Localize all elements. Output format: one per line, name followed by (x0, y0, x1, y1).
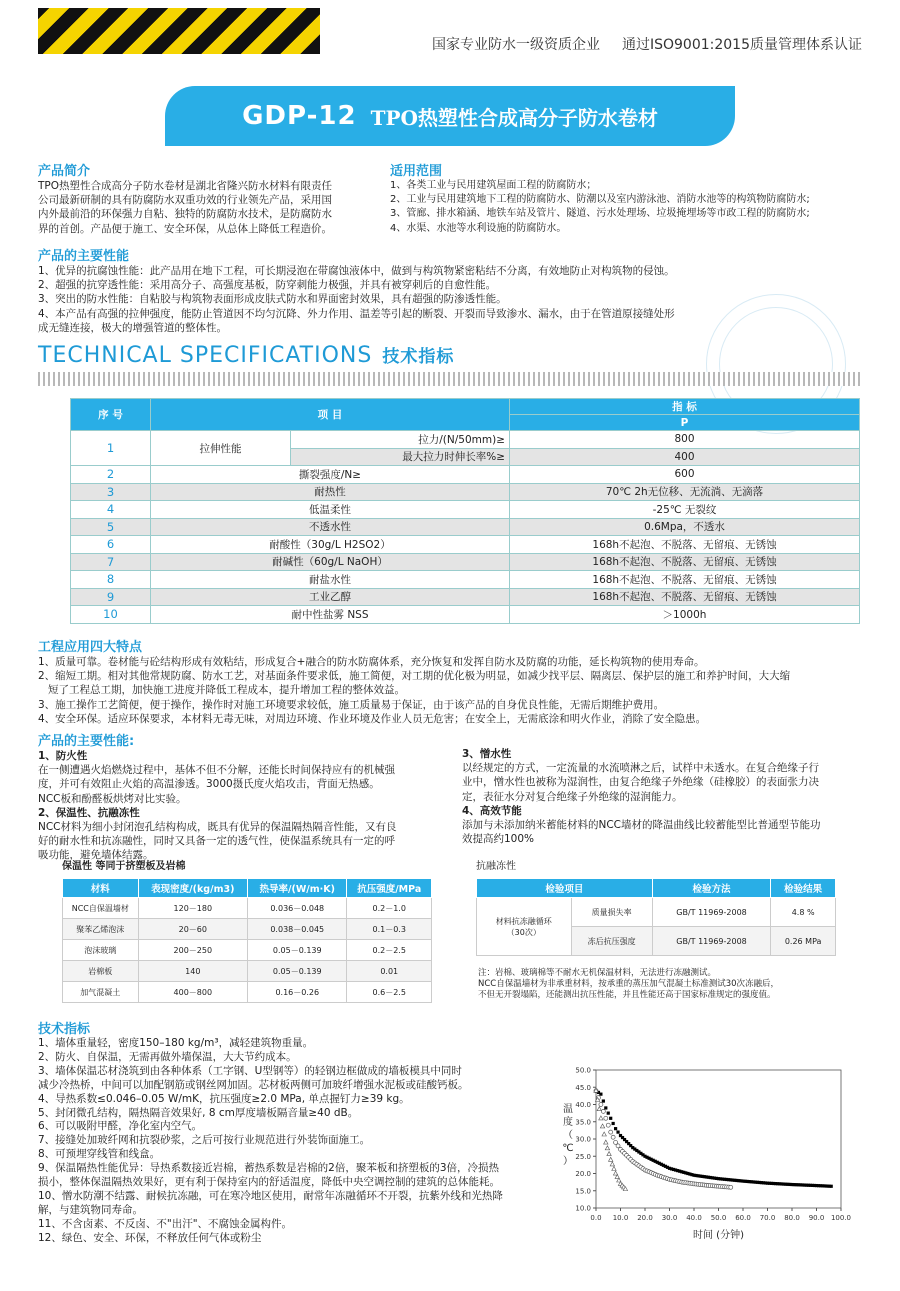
spec-row: 1 拉伸性能 拉力/(N/50mm)≥ 800 (71, 431, 860, 449)
x-tick-label: 30.0 (661, 1214, 678, 1222)
water-text (462, 761, 872, 804)
x-tick-label: 60.0 (735, 1214, 751, 1222)
spec-row: 2 撕裂强度/N≥ 600 (71, 466, 860, 484)
fire-line: 在一侧遭遇火焰燃烧过程中，基体不但不分解，还能长时间保持应有的机械强 (38, 764, 395, 777)
intro-line: 界的首创。产品便于施工、安全环保，从总体上降低工程造价。 (38, 222, 332, 235)
x-tick-label: 40.0 (686, 1214, 702, 1222)
freeze-col: 检验方法 (652, 879, 771, 898)
y-tick-label: 10.0 (575, 1204, 591, 1213)
series-point (609, 1157, 613, 1161)
energy-line: 添加与未添加纳米蓄能材料的NCC墙材的降温曲线比较蓄能型比普通型节能功 (462, 819, 821, 832)
insul-table-caption: 保温性 等同于挤塑板及岩棉 (62, 861, 186, 872)
spec-row: 10 耐中性盐雾 NSS ＞1000h (71, 606, 860, 624)
insul-line: 吸功能，避免墙体结露。 (38, 849, 154, 862)
tech-index-line: 解，与建筑物同寿命。 (38, 1203, 143, 1216)
col-p: P (510, 415, 860, 431)
insul-row: NCC自保温墙材 120－180 0.036－0.048 0.2－1.0 (63, 898, 432, 919)
performance-line: 2、超强的抗穿透性能：采用高分子、高强度基板，防穿刺能力极强，并具有被穿刺后的自愈性能。 (38, 279, 497, 292)
intro-line: 内外最前沿的环保强力自粘、独特的防腐防水技术，是防腐防水 (38, 208, 332, 221)
scope-line: 3、管廊、排水箱涵、地铁车站及管片、隧道、污水处理场、垃圾掩埋场等市政工程的防腐防水; (390, 208, 810, 220)
note-line: 注：岩棉、玻璃棉等不耐水无机保温材料，无法进行冻融测试。 (478, 968, 717, 978)
series-point (605, 1146, 609, 1150)
features-text (38, 655, 868, 726)
tech-index-line: 1、墙体重量轻，密度150–180 kg/m³，减轻建筑物重量。 (38, 1037, 314, 1049)
freeze-note (478, 968, 858, 1001)
note-line: 不但无开裂塌陷，还能测出抗压性能，并且性能还高于国家标准规定的强度值。 (478, 990, 776, 1000)
y-tick-label: 45.0 (575, 1083, 591, 1092)
insul-row: 岩棉板 140 0.05－0.139 0.01 (63, 961, 432, 982)
tech-index-text (38, 1037, 568, 1246)
perf2-right (462, 747, 872, 846)
tech-index-line: 9、保温隔热性能优异：导热系数接近岩棉，蓄热系数是岩棉的2倍，聚苯板和挤塑板的3倍，冷损热 (38, 1162, 500, 1175)
series-point (597, 1107, 601, 1111)
series-point (830, 1185, 833, 1188)
intro-line: TPO热塑性合成高分子防水卷材是湖北省隆兴防水材料有限责任 (38, 180, 333, 192)
insul-title: 2、保温性、抗融冻性 (38, 806, 140, 819)
series-point (604, 1140, 608, 1144)
series-point (607, 1112, 610, 1115)
series-point (599, 1093, 602, 1096)
y-tick-label: 50.0 (575, 1066, 591, 1075)
x-tick-label: 20.0 (637, 1214, 653, 1222)
product-name: TPO热塑性合成高分子防水卷材 (370, 105, 658, 130)
fire-title: 1、防火性 (38, 750, 88, 762)
insul-line: NCC材料为细小封闭泡孔结构构成，既具有优异的保温隔热隔音性能，又有良 (38, 821, 397, 834)
series-point (606, 1123, 610, 1127)
series-point (609, 1117, 612, 1120)
insul-col: 材料 (63, 879, 139, 898)
spec-row: 3 耐热性 70℃ 2h无位移、无流淌、无滴落 (71, 483, 860, 501)
y-axis-label: 度 (563, 1117, 573, 1128)
scope-section (390, 160, 870, 236)
tech-index-line: 7、接缝处加玻纤网和抗裂砂浆，之后可按行业规范进行外装饰面施工。 (38, 1134, 371, 1147)
performance-line: 成无缝连接，极大的增强管道的整体性。 (38, 321, 227, 334)
product-code: GDP-12 (242, 101, 357, 131)
energy-line: 效提高约100% (462, 833, 535, 846)
water-line: 以经规定的方式，一定流量的水流喷淋之后，试样中未透水。在复合绝缘子行 (462, 762, 819, 775)
energy-title: 4、高效节能 (462, 804, 522, 817)
freeze-table (476, 878, 836, 956)
series-point (612, 1167, 616, 1171)
tech-index-line: 12、绿色、安全、环保，不释放任何气体或粉尘 (38, 1231, 262, 1244)
x-tick-label: 10.0 (612, 1214, 629, 1222)
series-point (604, 1116, 608, 1120)
title-banner (165, 86, 735, 146)
freeze-row: 冻后抗压强度 GB/T 11969-2008 0.26 MPa (477, 927, 836, 956)
fire-text (38, 763, 458, 806)
tagline-qualification: 国家专业防水一级资质企业 (431, 37, 600, 53)
perf2-left (38, 730, 458, 863)
intro-line: 公司最新研制的具有防腐防水双重功效的行业领先产品，采用国 (38, 194, 332, 207)
x-tick-label: 50.0 (710, 1214, 727, 1222)
intro-section (38, 160, 358, 236)
feature-line: 2、缩短工期。相对其他常规防腐、防水工艺，对基面条件要求低，施工简便，对工期的优化极为明显，如减少找平层、隔离层、保护层的施工和养护时间，大大缩 (38, 670, 791, 683)
tech-index-heading: 技术指标 (38, 1022, 91, 1037)
feature-line: 4、安全环保。适应环保要求，本材料无毒无味，对周边环境、作业环境及作业人员无危害；在安全上，无需底涂和明火作业，消除了安全隐患。 (38, 712, 707, 725)
insul-col: 热导率/(W/m·K) (248, 879, 347, 898)
x-tick-label: 100.0 (830, 1214, 852, 1222)
spec-row: 7 耐碱性（60g/L NaOH） 168h不起泡、不脱落、无留痕、无锈蚀 (71, 553, 860, 571)
spec-row: 最大拉力时伸长率%≥ 400 (71, 448, 860, 466)
series-point (607, 1152, 611, 1156)
tech-index-line: 3、墙体保温芯材浇筑到由各种体系（工字钢、U型钢等）的轻钢边框做成的墙板模具中同时 (38, 1064, 462, 1077)
spec-row: 6 耐酸性（30g/L H2SO2） 168h不起泡、不脱落、无留痕、无锈蚀 (71, 536, 860, 554)
features-section (38, 636, 868, 726)
feature-line: 短了工程总工期，加快施工进度并降低工程成本，提升增加工程的整体效益。 (38, 684, 406, 697)
y-tick-label: 20.0 (575, 1170, 591, 1178)
performance-line: 4、本产品有高强的拉伸强度，能防止管道因不均匀沉降、外力作用、温差等引起的断裂、开裂而导致渗水、漏水，由于在管道原接缝处形 (38, 307, 675, 320)
series-point (604, 1106, 607, 1109)
tech-index-line: 6、可以吸附甲醛，净化室内空气。 (38, 1120, 203, 1133)
y-tick-label: 35.0 (575, 1118, 591, 1127)
perf2-heading: 产品的主要性能: (38, 734, 135, 749)
scope-line: 4、水渠、水池等水利设施的防腐防水。 (390, 222, 567, 234)
insul-row: 泡沫玻璃 200－250 0.05－0.139 0.2－2.5 (63, 940, 432, 961)
col-no: 序 号 (71, 399, 151, 431)
freeze-row: 材料抗冻融循环 （30次） 质量损失率 GB/T 11969-2008 4.8 % (477, 898, 836, 927)
series-point (610, 1162, 614, 1166)
insul-col: 抗压强度/MPa (347, 879, 432, 898)
water-line: 业中，憎水性也被称为湿润性，由复合绝缘子外绝缘（硅橡胶）的表面张力决 (462, 776, 819, 789)
tech-index-line: 10、憎水防潮不结露、耐候抗冻融，可在寒冷地区使用，耐常年冻融循环不开裂，抗紫外线和光热降 (38, 1189, 503, 1202)
insulation-table (62, 878, 432, 1003)
col-index: 指 标 (510, 399, 860, 415)
header-tagline (410, 34, 862, 54)
series-point (599, 1103, 603, 1107)
y-axis-label: 温 (563, 1104, 573, 1115)
performance-line: 1、优异的抗腐蚀性能：此产品用在地下工程，可长期浸泡在带腐蚀液体中，做到与构筑物紧密粘结不分离，有效地防止对构筑物的侵蚀。 (38, 265, 675, 277)
note-line: NCC自保温墙材为非承重材料，按承重的蒸压加气混凝土标准测试30次冻融后， (478, 979, 780, 989)
scope-line: 2、工业与民用建筑地下工程的防腐防水、防潮以及室内游泳池、消防水池等的构筑物防腐防水; (390, 194, 810, 206)
fire-line: NCC板和酚醛板烘烤对比实验。 (38, 792, 187, 805)
performance-line: 3、突出的防水性能：自粘胶与构筑物表面形成皮肤式防水和界面密封效果，具有超强的防渗透性能。 (38, 293, 507, 306)
insul-text (38, 820, 458, 863)
y-tick-label: 25.0 (575, 1152, 591, 1161)
feature-line: 3、施工操作工艺简便，便于操作，操作时对施工环境要求较低，施工质量易于保证，由于该产品的自身优良性能，无需后期维护费用。 (38, 698, 665, 711)
performance-heading: 产品的主要性能 (38, 249, 130, 264)
scope-line: 1、各类工业与民用建筑屋面工程的防腐防水； (390, 180, 597, 191)
insul-col: 表现密度/(kg/m3) (138, 879, 248, 898)
y-tick-label: 15.0 (575, 1187, 591, 1196)
features-heading: 工程应用四大特点 (38, 640, 143, 655)
feature-line: 1、质量可靠。卷材能与砼结构形成有效粘结，形成复合+融合的防水防腐体系，充分恢复和发挥自防水及防腐的功能，延长构筑物的使用寿命。 (38, 656, 705, 668)
series-point (612, 1122, 615, 1125)
y-axis-label: （ (563, 1130, 573, 1141)
tagline-iso: 通过ISO9001:2015质量管理体系认证 (621, 37, 862, 53)
x-tick-label: 80.0 (784, 1214, 800, 1222)
intro-heading: 产品简介 (38, 164, 91, 179)
series-point (616, 1131, 619, 1134)
energy-text (462, 818, 872, 846)
x-tick-label: 0.0 (590, 1214, 602, 1222)
tech-index-section (38, 1018, 568, 1246)
scope-text (390, 179, 870, 236)
series-point (599, 1116, 603, 1120)
spec-row: 8 耐盐水性 168h不起泡、不脱落、无留痕、无锈蚀 (71, 571, 860, 589)
series-point (729, 1185, 733, 1189)
series-point (602, 1099, 605, 1102)
col-item: 项 目 (151, 399, 510, 431)
series-point (611, 1135, 615, 1139)
tech-index-line: 减少冷热桥，中间可以加配钢筋或钢丝网加固。芯材板两侧可加玻纤增强水泥板或硅酸钙板。 (38, 1078, 469, 1091)
insul-row: 聚苯乙烯泡沫 20－60 0.038－0.045 0.1－0.3 (63, 919, 432, 940)
freeze-table-caption: 抗融冻性 (476, 861, 516, 872)
series-point (609, 1130, 613, 1134)
intro-text (38, 179, 358, 236)
spec-row: 4 低温柔性 -25℃ 无裂纹 (71, 501, 860, 519)
tech-index-line: 11、不含卤素、不反卤、不"出汗"、不腐蚀金属构件。 (38, 1217, 293, 1230)
freeze-col: 检验项目 (477, 879, 653, 898)
x-axis-label: 时间 (分钟) (693, 1230, 744, 1241)
tech-index-line: 损小，整体保温隔热效果好，更有利于保持室内的舒适温度，降低中央空调控制的建筑的总体能耗。 (38, 1176, 500, 1189)
insul-line: 好的耐水性和抗冻融性，同时又具备一定的透气性，使保温系统具有一定的呼 (38, 835, 395, 848)
series-point (602, 1132, 606, 1136)
spec-row: 5 不透水性 0.6Mpa，不透水 (71, 518, 860, 536)
x-tick-label: 90.0 (808, 1214, 825, 1222)
cooling-chart (556, 1058, 856, 1248)
series-point (614, 1127, 617, 1130)
y-axis-label: ℃ (562, 1143, 574, 1154)
series-point (600, 1124, 604, 1128)
insul-row: 加气混凝土 400－800 0.16－0.26 0.6－2.5 (63, 982, 432, 1003)
freeze-col: 检验结果 (771, 879, 836, 898)
spec-row: 9 工业乙醇 168h不起泡、不脱落、无留痕、无锈蚀 (71, 588, 860, 606)
fire-line: 度，并可有效阻止火焰的高温渗透。3000摄氏度火焰攻击，背面无热感。 (38, 778, 380, 791)
tech-index-line: 8、可预埋穿线管和线盒。 (38, 1148, 161, 1161)
hazard-stripe (38, 8, 320, 54)
x-tick-label: 70.0 (759, 1214, 776, 1222)
scope-heading: 适用范围 (390, 164, 443, 179)
spec-table (70, 398, 860, 624)
water-line: 定，表征水分对复合绝缘子外绝缘的湿润能力。 (462, 790, 683, 803)
divider-stripe (38, 372, 862, 386)
y-axis-label: ） (563, 1156, 573, 1167)
tech-index-line: 5、封闭微孔结构，隔热隔音效果好, 8 cm厚度墙板隔音量≥40 dB。 (38, 1106, 359, 1119)
tech-index-line: 2、防火、自保温，无需再做外墙保温，大大节约成本。 (38, 1050, 297, 1063)
series-point (601, 1109, 605, 1113)
water-title: 3、憎水性 (462, 748, 512, 760)
y-tick-label: 30.0 (575, 1135, 591, 1144)
y-tick-label: 40.0 (575, 1101, 591, 1109)
tech-index-line: 4、导热系数≤0.046–0.05 W/mK，抗压强度≥2.0 MPa, 单点握钉力≥39 kg。 (38, 1092, 410, 1105)
tech-spec-title: TECHNICAL SPECIFICATIONS 技术指标 (38, 343, 455, 368)
